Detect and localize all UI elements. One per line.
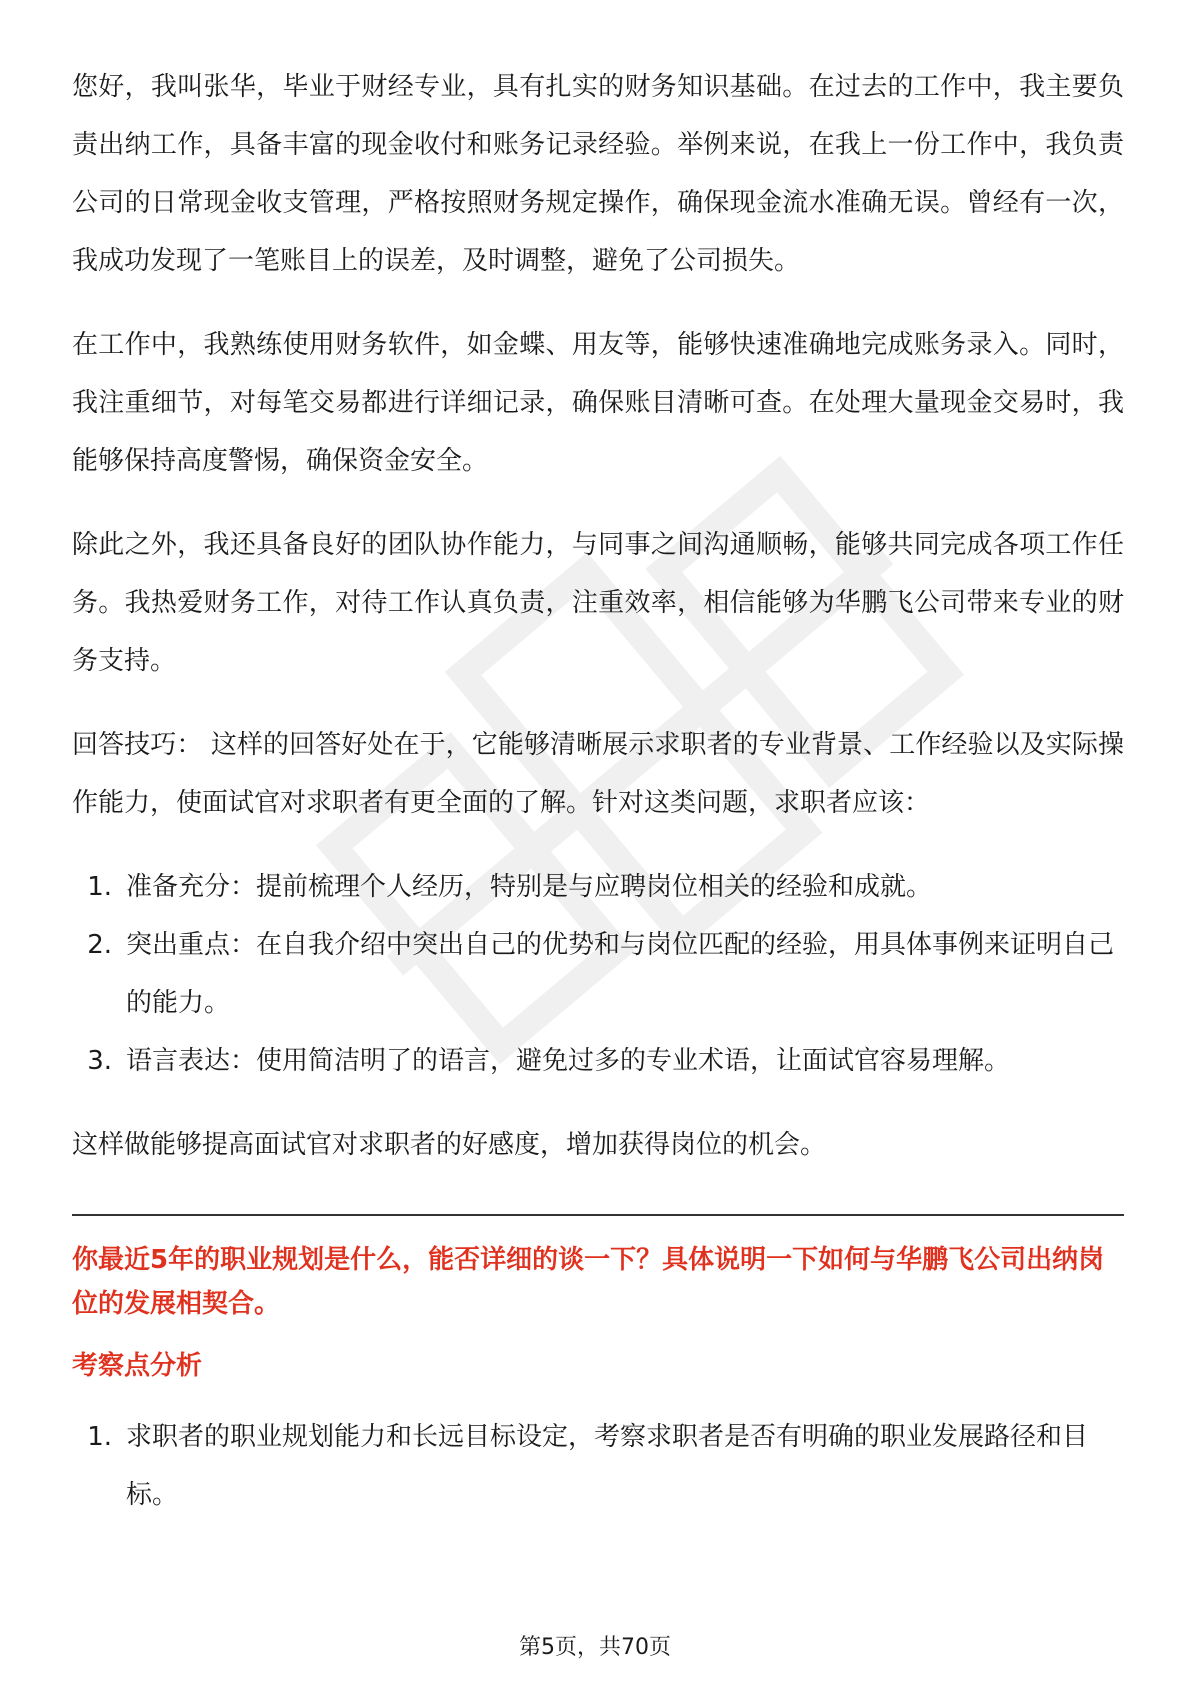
document-page	[72, 58, 1124, 1550]
list-item	[72, 1032, 1124, 1090]
paragraph-software: 在工作中，我熟练使用财务软件，如金蝶、用友等，能够快速准确地完成账务录入。同时，我注重细节，对每笔交易都进行详细记录，确保账目清晰可查。在处理大量现金交易时，我能够保持高度警惕，确保资金安全。	[72, 330, 1124, 476]
page-footer: 第5页，共70页	[519, 1635, 671, 1660]
section-divider	[72, 1214, 1124, 1216]
list-item	[72, 1408, 1124, 1524]
paragraph-closing: 这样做能够提高面试官对求职者的好感度，增加获得岗位的机会。	[72, 1130, 827, 1160]
list-number: 1.	[87, 1422, 112, 1452]
list-number: 1.	[87, 872, 112, 902]
list-text: 突出重点：在自我介绍中突出自己的优势和与岗位匹配的经验，用具体事例来证明自己的能力。	[126, 930, 1115, 1018]
list-text: 求职者的职业规划能力和长远目标设定，考察求职者是否有明确的职业发展路径和目标。	[126, 1422, 1089, 1510]
list-text: 准备充分：提前梳理个人经历，特别是与应聘岗位相关的经验和成就。	[126, 872, 933, 902]
list-item	[72, 916, 1124, 1032]
analysis-heading: 考察点分析	[72, 1351, 203, 1381]
list-text: 语言表达：使用简洁明了的语言，避免过多的专业术语，让面试官容易理解。	[126, 1046, 1011, 1076]
paragraph-intro: 您好，我叫张华，毕业于财经专业，具有扎实的财务知识基础。在过去的工作中，我主要负责出纳工作，具备丰富的现金收付和账务记录经验。举例来说，在我上一份工作中，我负责公司的日常现金收支管理，严格按照财务规定操作，确保现金流水准确无误。曾经有一次，我成功发现了一笔账目上的误差，及时调整，避免了公司损失。	[72, 72, 1124, 276]
list-number: 2.	[87, 930, 112, 960]
interview-question: 你最近5年的职业规划是什么，能否详细的谈一下？具体说明一下如何与华鹏飞公司出纳岗位的发展相契合。	[72, 1245, 1105, 1319]
list-number: 3.	[87, 1046, 112, 1076]
tips-list	[72, 858, 1124, 1090]
paragraph-tips-intro: 回答技巧： 这样的回答好处在于，它能够清晰展示求职者的专业背景、工作经验以及实际操作能力，使面试官对求职者有更全面的了解。针对这类问题，求职者应该：	[72, 730, 1124, 818]
list-item	[72, 858, 1124, 916]
analysis-list	[72, 1408, 1124, 1524]
paragraph-teamwork: 除此之外，我还具备良好的团队协作能力，与同事之间沟通顺畅，能够共同完成各项工作任务。我热爱财务工作，对待工作认真负责，注重效率，相信能够为华鹏飞公司带来专业的财务支持。	[72, 530, 1124, 676]
